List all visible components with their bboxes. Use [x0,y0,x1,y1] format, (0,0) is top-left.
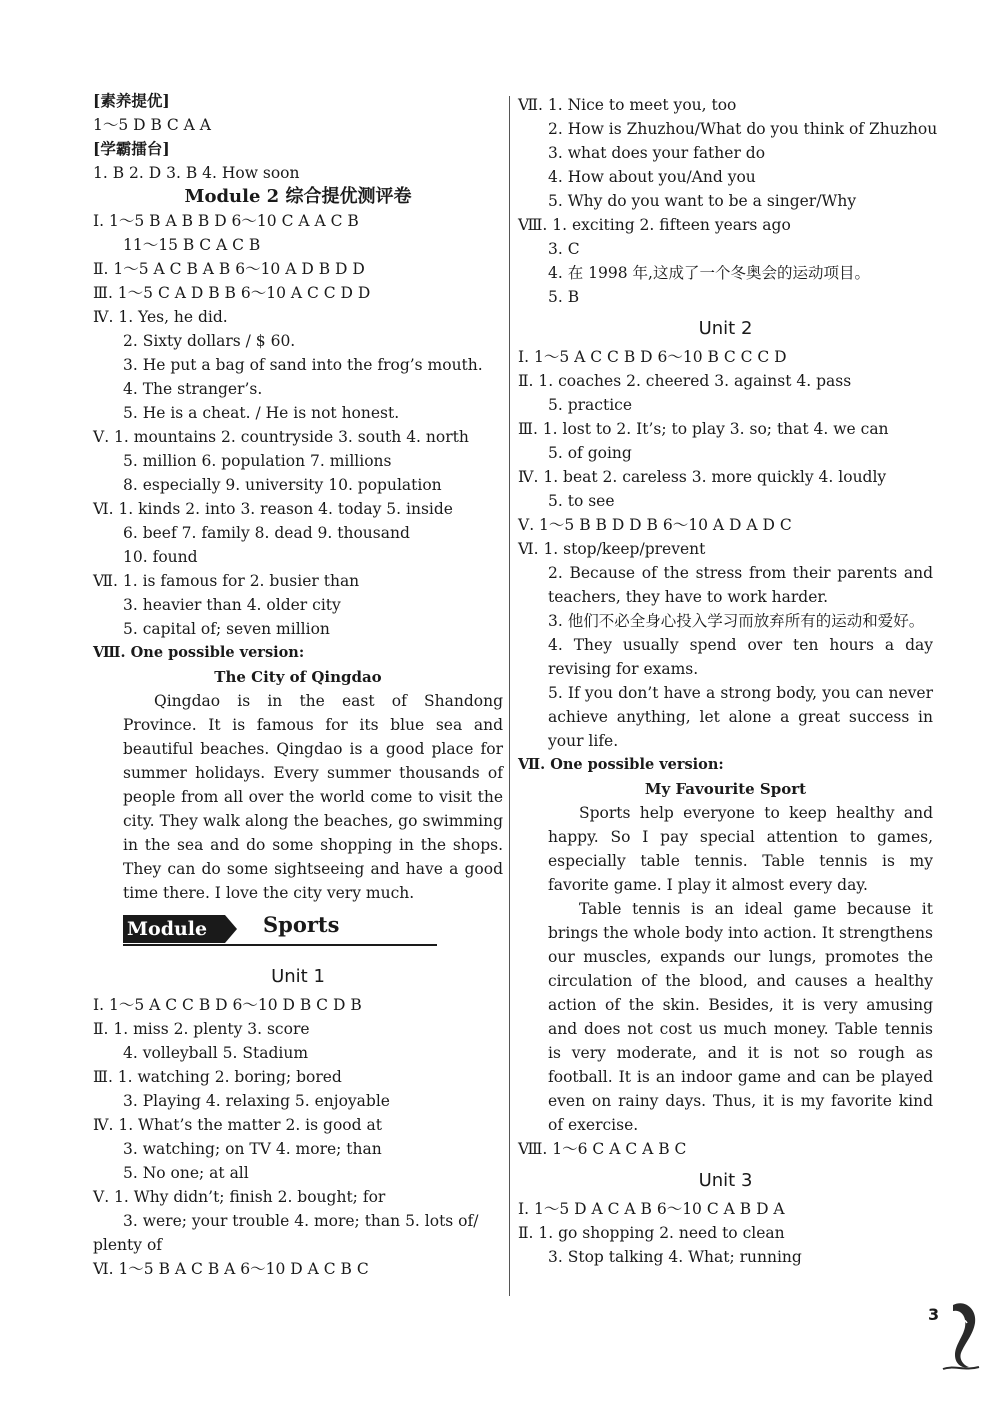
writing-section-label: Ⅶ. One possible version: [518,756,724,773]
answer-line: 2. Sixty dollars / $ 60. [123,332,296,350]
answer-line: 10. found [123,548,198,566]
answer-line: Ⅴ. 1. mountains 2. countryside 3. south 4. north [93,428,469,446]
answer-line: Ⅱ. 1. go shopping 2. need to clean [518,1224,785,1242]
banner-underline [123,944,437,946]
answer-line: 1～5 D B C A A [93,116,211,134]
unit1-heading: Unit 1 [271,966,325,987]
answer-line: Ⅷ. 1. exciting 2. fifteen years ago [518,216,791,234]
writing-section-label: Ⅷ. One possible version: [93,644,305,661]
answer-line: 3. what does your father do [548,144,766,162]
answer-line: 11～15 B C A C B [123,236,261,254]
answer-line: 3. heavier than 4. older city [123,596,341,614]
answer-line: 4. volleyball 5. Stadium [123,1044,309,1062]
answer-paragraph: 3. 他们不必全身心投入学习而放弃所有的运动和爱好。 [548,612,925,630]
answer-line: Ⅲ. 1. watching 2. boring; bored [93,1068,342,1086]
answer-line: 3. He put a bag of sand into the frog’s mouth. [123,356,483,374]
answer-line: 5. to see [548,492,615,510]
module3-tag: Module 3 [123,915,225,943]
answer-line: Ⅵ. 1. kinds 2. into 3. reason 4. today 5. inside [93,500,453,518]
answer-line: 5. million 6. population 7. millions [123,452,392,470]
answer-line: Ⅵ. 1～5 B A C B A 6～10 D A C B C [93,1260,369,1278]
answer-line: 3. watching; on TV 4. more; than [123,1140,382,1158]
answer-line: 5. He is a cheat. / He is not honest. [123,404,400,422]
essay-title: The City of Qingdao [214,668,382,686]
answer-line: Ⅱ. 1～5 A C B A B 6～10 A D B D D [93,260,365,278]
answer-paragraph: 2. Because of the stress from their parents and teachers, they have to work harder. [548,564,933,606]
section-label-suyang: [素养提优] [93,91,170,110]
answer-line: 3. C [548,240,580,258]
answer-line: 5. capital of; seven million [123,620,330,638]
answer-line: 4. The stranger’s. [123,380,263,398]
answer-line: Ⅰ. 1～5 A C C B D 6～10 B C C C D [518,348,787,366]
column-divider [509,96,510,1296]
answer-paragraph: 5. If you don’t have a strong body, you can never achieve anything, let alone a great success in your life. [548,684,933,750]
answer-line: Ⅰ. 1～5 D A C A B 6～10 C A B D A [518,1200,785,1218]
essay-paragraph: Table tennis is an ideal game because it brings the whole body into action. It strengthens our muscles, expands our lungs, promotes the circulation of the blood, and causes a healthy action of the skin. Besides, it is very amusing and does not cost us much money. Table tennis is very moderate, and it is not so rough as football. It is an indoor game and can be played even on rainy days. Thus, it is my favorite kind of exercise. [548,900,933,1134]
answer-line: Ⅴ. 1. Why didn’t; finish 2. bought; for [93,1188,386,1206]
answer-line: Ⅴ. 1～5 B B D D B 6～10 A D A D C [518,516,792,534]
answer-line: 5. No one; at all [123,1164,249,1182]
answer-line: Ⅰ. 1～5 A C C B D 6～10 D B C D B [93,996,362,1014]
module3-banner [93,911,503,968]
answer-line: 2. How is Zhuzhou/What do you think of Zhuzhou [548,120,938,138]
answer-line: Ⅳ. 1. beat 2. careless 3. more quickly 4. loudly [518,468,887,486]
unit3-heading: Unit 3 [698,1170,753,1191]
answer-line: 3. Stop talking 4. What; running [548,1248,802,1266]
left-column [93,89,503,1281]
essay-title: My Favourite Sport [644,780,807,798]
answer-line: Ⅰ. 1～5 B A B B D 6～10 C A A C B [93,212,359,230]
banner-arrow-icon [225,915,237,943]
answer-line: 1. B 2. D 3. B 4. How soon [93,164,300,182]
right-column [518,93,938,1269]
answer-line: 5. Why do you want to be a singer/Why [548,192,857,210]
answer-line: Ⅳ. 1. Yes, he did. [93,308,228,326]
answer-line: Ⅲ. 1. lost to 2. It’s; to play 3. so; that 4. we can [518,420,889,438]
answer-line: 5. of going [548,444,632,462]
answer-line: 4. How about you/And you [548,168,756,186]
answer-line: 8. especially 9. university 10. population [123,476,442,494]
answer-line: 5. practice [548,396,633,414]
answer-line: 3. were; your trouble 4. more; than 5. lots of/ [123,1212,479,1230]
unit2-heading: Unit 2 [698,318,753,339]
answer-line: Ⅱ. 1. coaches 2. cheered 3. against 4. pass [518,372,852,390]
answer-line: Ⅲ. 1～5 C A D B B 6～10 A C C D D [93,284,371,302]
answer-line: Ⅱ. 1. miss 2. plenty 3. score [93,1020,310,1038]
answer-line: Ⅵ. 1. stop/keep/prevent [518,540,706,558]
module3-title: Sports [263,912,340,937]
module2-heading: Module 2 综合提优测评卷 [184,186,412,207]
answer-line: Ⅶ. 1. is famous for 2. busier than [93,572,360,590]
answer-line: plenty of [93,1236,163,1254]
section-label-xueba: [学霸擂台] [93,139,170,158]
answer-paragraph: 4. They usually spend over ten hours a day revising for exams. [548,636,933,678]
answer-line: 6. beef 7. family 8. dead 9. thousand [123,524,410,542]
page-number: 3 [928,1305,940,1324]
answer-line: 4. 在 1998 年,这成了一个冬奥会的运动项目。 [548,264,870,282]
essay-paragraph: Sports help everyone to keep healthy and happy. So I pay special attention to games, especially table tennis. Table tennis is my favorite game. I play it almost every day. [548,804,933,894]
dolphin-icon [935,1295,985,1375]
answer-line: Ⅶ. 1. Nice to meet you, too [518,96,737,114]
answer-line: Ⅳ. 1. What’s the matter 2. is good at [93,1116,382,1134]
essay-paragraph: Qingdao is in the east of Shandong Province. It is famous for its blue sea and beautiful beaches. Qingdao is a good place for summer holidays. Every summer thousands of people from all over the world come to visit the city. They walk along the beaches, go swimming in the sea and do some shopping in the shops. They can do some sightseeing and have a good time there. I love the city very much. [123,692,503,902]
answer-line: 3. Playing 4. relaxing 5. enjoyable [123,1092,390,1110]
answer-line: Ⅷ. 1～6 C A C A B C [518,1140,687,1158]
answer-line: 5. B [548,288,580,306]
